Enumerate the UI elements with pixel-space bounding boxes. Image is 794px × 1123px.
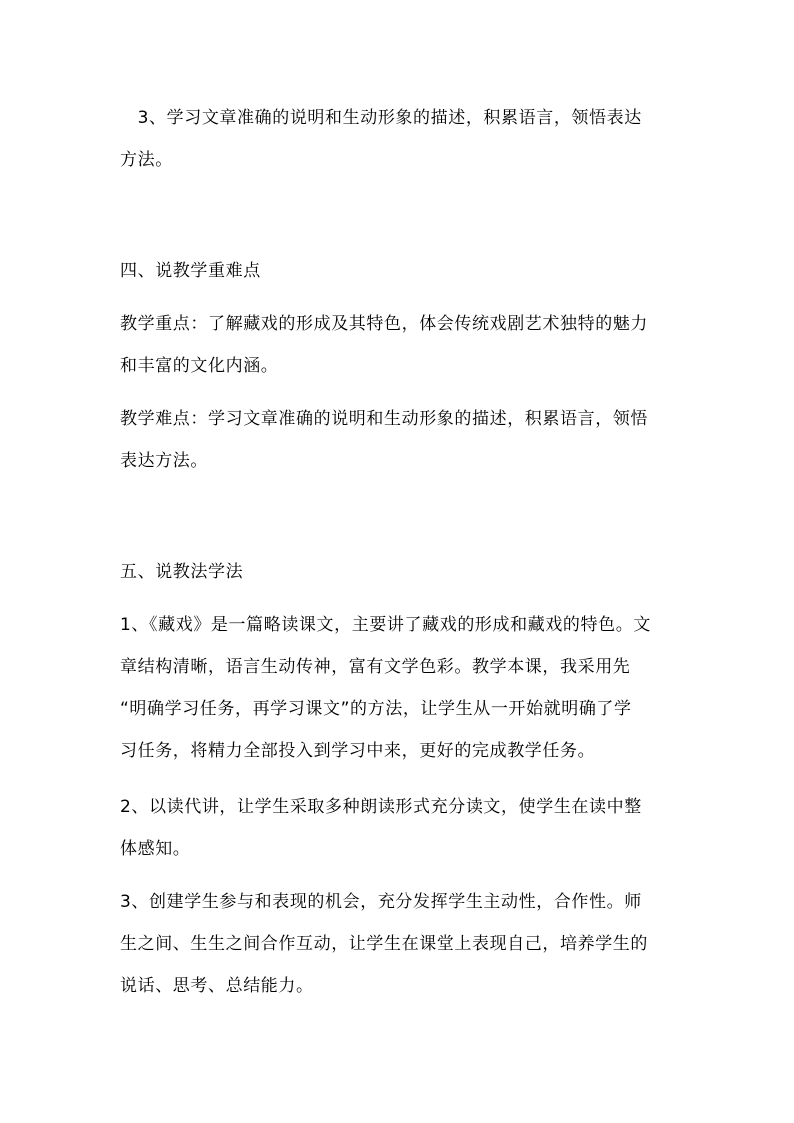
method-2-paragraph bbox=[120, 786, 680, 870]
text-line: 方法。 bbox=[120, 150, 173, 170]
section-5-heading bbox=[120, 551, 680, 593]
text-line: 2、以读代讲，让学生采取多种朗读形式充分读文，使学生在读中整 bbox=[120, 797, 642, 817]
text-line: 章结构清晰，语言生动传神，富有文学色彩。教学本课，我采用先 bbox=[120, 657, 631, 677]
method-1-paragraph bbox=[120, 604, 680, 772]
section-4-heading bbox=[120, 250, 680, 292]
text-line: 3、创建学生参与和表现的机会，充分发挥学生主动性，合作性。师 bbox=[120, 892, 642, 912]
text-line: 教学重点：了解藏戏的形成及其特色，体会传统戏剧艺术独特的魅力 bbox=[120, 314, 648, 334]
text-line: 习任务，将精力全部投入到学习中来，更好的完成教学任务。 bbox=[120, 741, 596, 761]
text-line: “明确学习任务，再学习课文”的方法，让学生从一开始就明确了学 bbox=[120, 699, 632, 719]
text-line: 1、《藏戏》是一篇略读课文，主要讲了藏戏的形成和藏戏的特色。文 bbox=[120, 615, 651, 635]
key-point-paragraph bbox=[120, 303, 680, 387]
text-line: 生之间、生生之间合作互动，让学生在课堂上表现自己，培养学生的 bbox=[120, 934, 648, 954]
heading-text: 五、说教法学法 bbox=[120, 562, 244, 582]
difficult-point-paragraph bbox=[120, 398, 680, 482]
text-line: 表达方法。 bbox=[120, 451, 208, 471]
heading-text: 四、说教学重难点 bbox=[120, 261, 261, 281]
method-3-paragraph bbox=[120, 881, 680, 1007]
objective-3-paragraph bbox=[120, 97, 680, 181]
text-line: 说话、思考、总结能力。 bbox=[120, 976, 314, 996]
text-line: 体感知。 bbox=[120, 839, 191, 859]
text-line: 教学难点：学习文章准确的说明和生动形象的描述，积累语言，领悟 bbox=[120, 409, 648, 429]
text-line: 3、学习文章准确的说明和生动形象的描述，积累语言，领悟表达 bbox=[120, 108, 642, 128]
text-line: 和丰富的文化内涵。 bbox=[120, 356, 279, 376]
